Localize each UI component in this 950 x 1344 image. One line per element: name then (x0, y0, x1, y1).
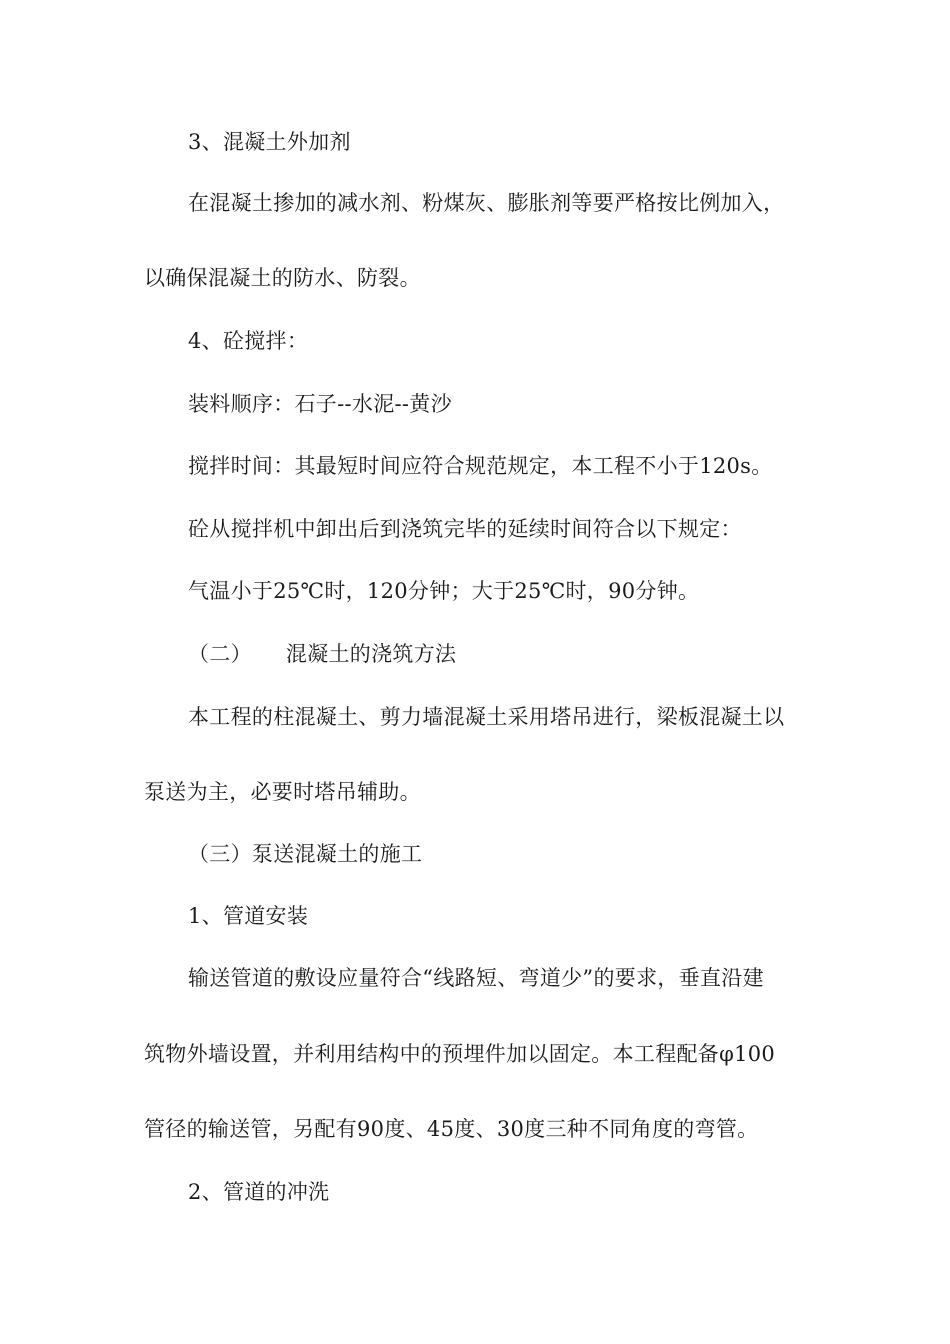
paragraph-line: 在混凝土掺加的减水剂、粉煤灰、膨胀剂等要严格按比例加入， (188, 191, 785, 215)
paragraph-line: 泵送为主，必要时塔吊辅助。 (144, 780, 421, 804)
section-heading-pipe-install: 1、管道安装 (188, 904, 309, 928)
paragraph-line: 砼从搅拌机中卸出后到浇筑完毕的延续时间符合以下规定： (188, 517, 742, 541)
paragraph-line: 气温小于25℃时，120分钟；大于25℃时，90分钟。 (188, 579, 700, 603)
section-number: （二） (188, 642, 252, 666)
paragraph-line: 筑物外墙设置，并利用结构中的预埋件加以固定。本工程配备φ100 (144, 1042, 776, 1066)
section-title: 混凝土的浇筑方法 (285, 642, 457, 666)
section-heading-admixture: 3、混凝土外加剂 (188, 130, 351, 154)
paragraph-line: 以确保混凝土的防水、防裂。 (144, 266, 421, 290)
section-heading-pumping: （三）泵送混凝土的施工 (188, 842, 423, 866)
paragraph-line: 管径的输送管，另配有90度、45度、30度三种不同角度的弯管。 (144, 1117, 759, 1141)
section-heading-pipe-flush: 2、管道的冲洗 (188, 1180, 330, 1204)
paragraph-line: 输送管道的敷设应量符合“线路短、弯道少”的要求，垂直沿建 (188, 966, 764, 990)
paragraph-line: 装料顺序：石子--水泥--黄沙 (188, 392, 452, 416)
section-heading-mixing: 4、砼搅拌： (188, 329, 309, 353)
paragraph-line: 本工程的柱混凝土、剪力墙混凝土采用塔吊进行，梁板混凝土以 (188, 705, 785, 729)
section-heading-pouring (188, 640, 456, 668)
paragraph-line: 搅拌时间：其最短时间应符合规范规定，本工程不小于120s。 (188, 454, 773, 478)
